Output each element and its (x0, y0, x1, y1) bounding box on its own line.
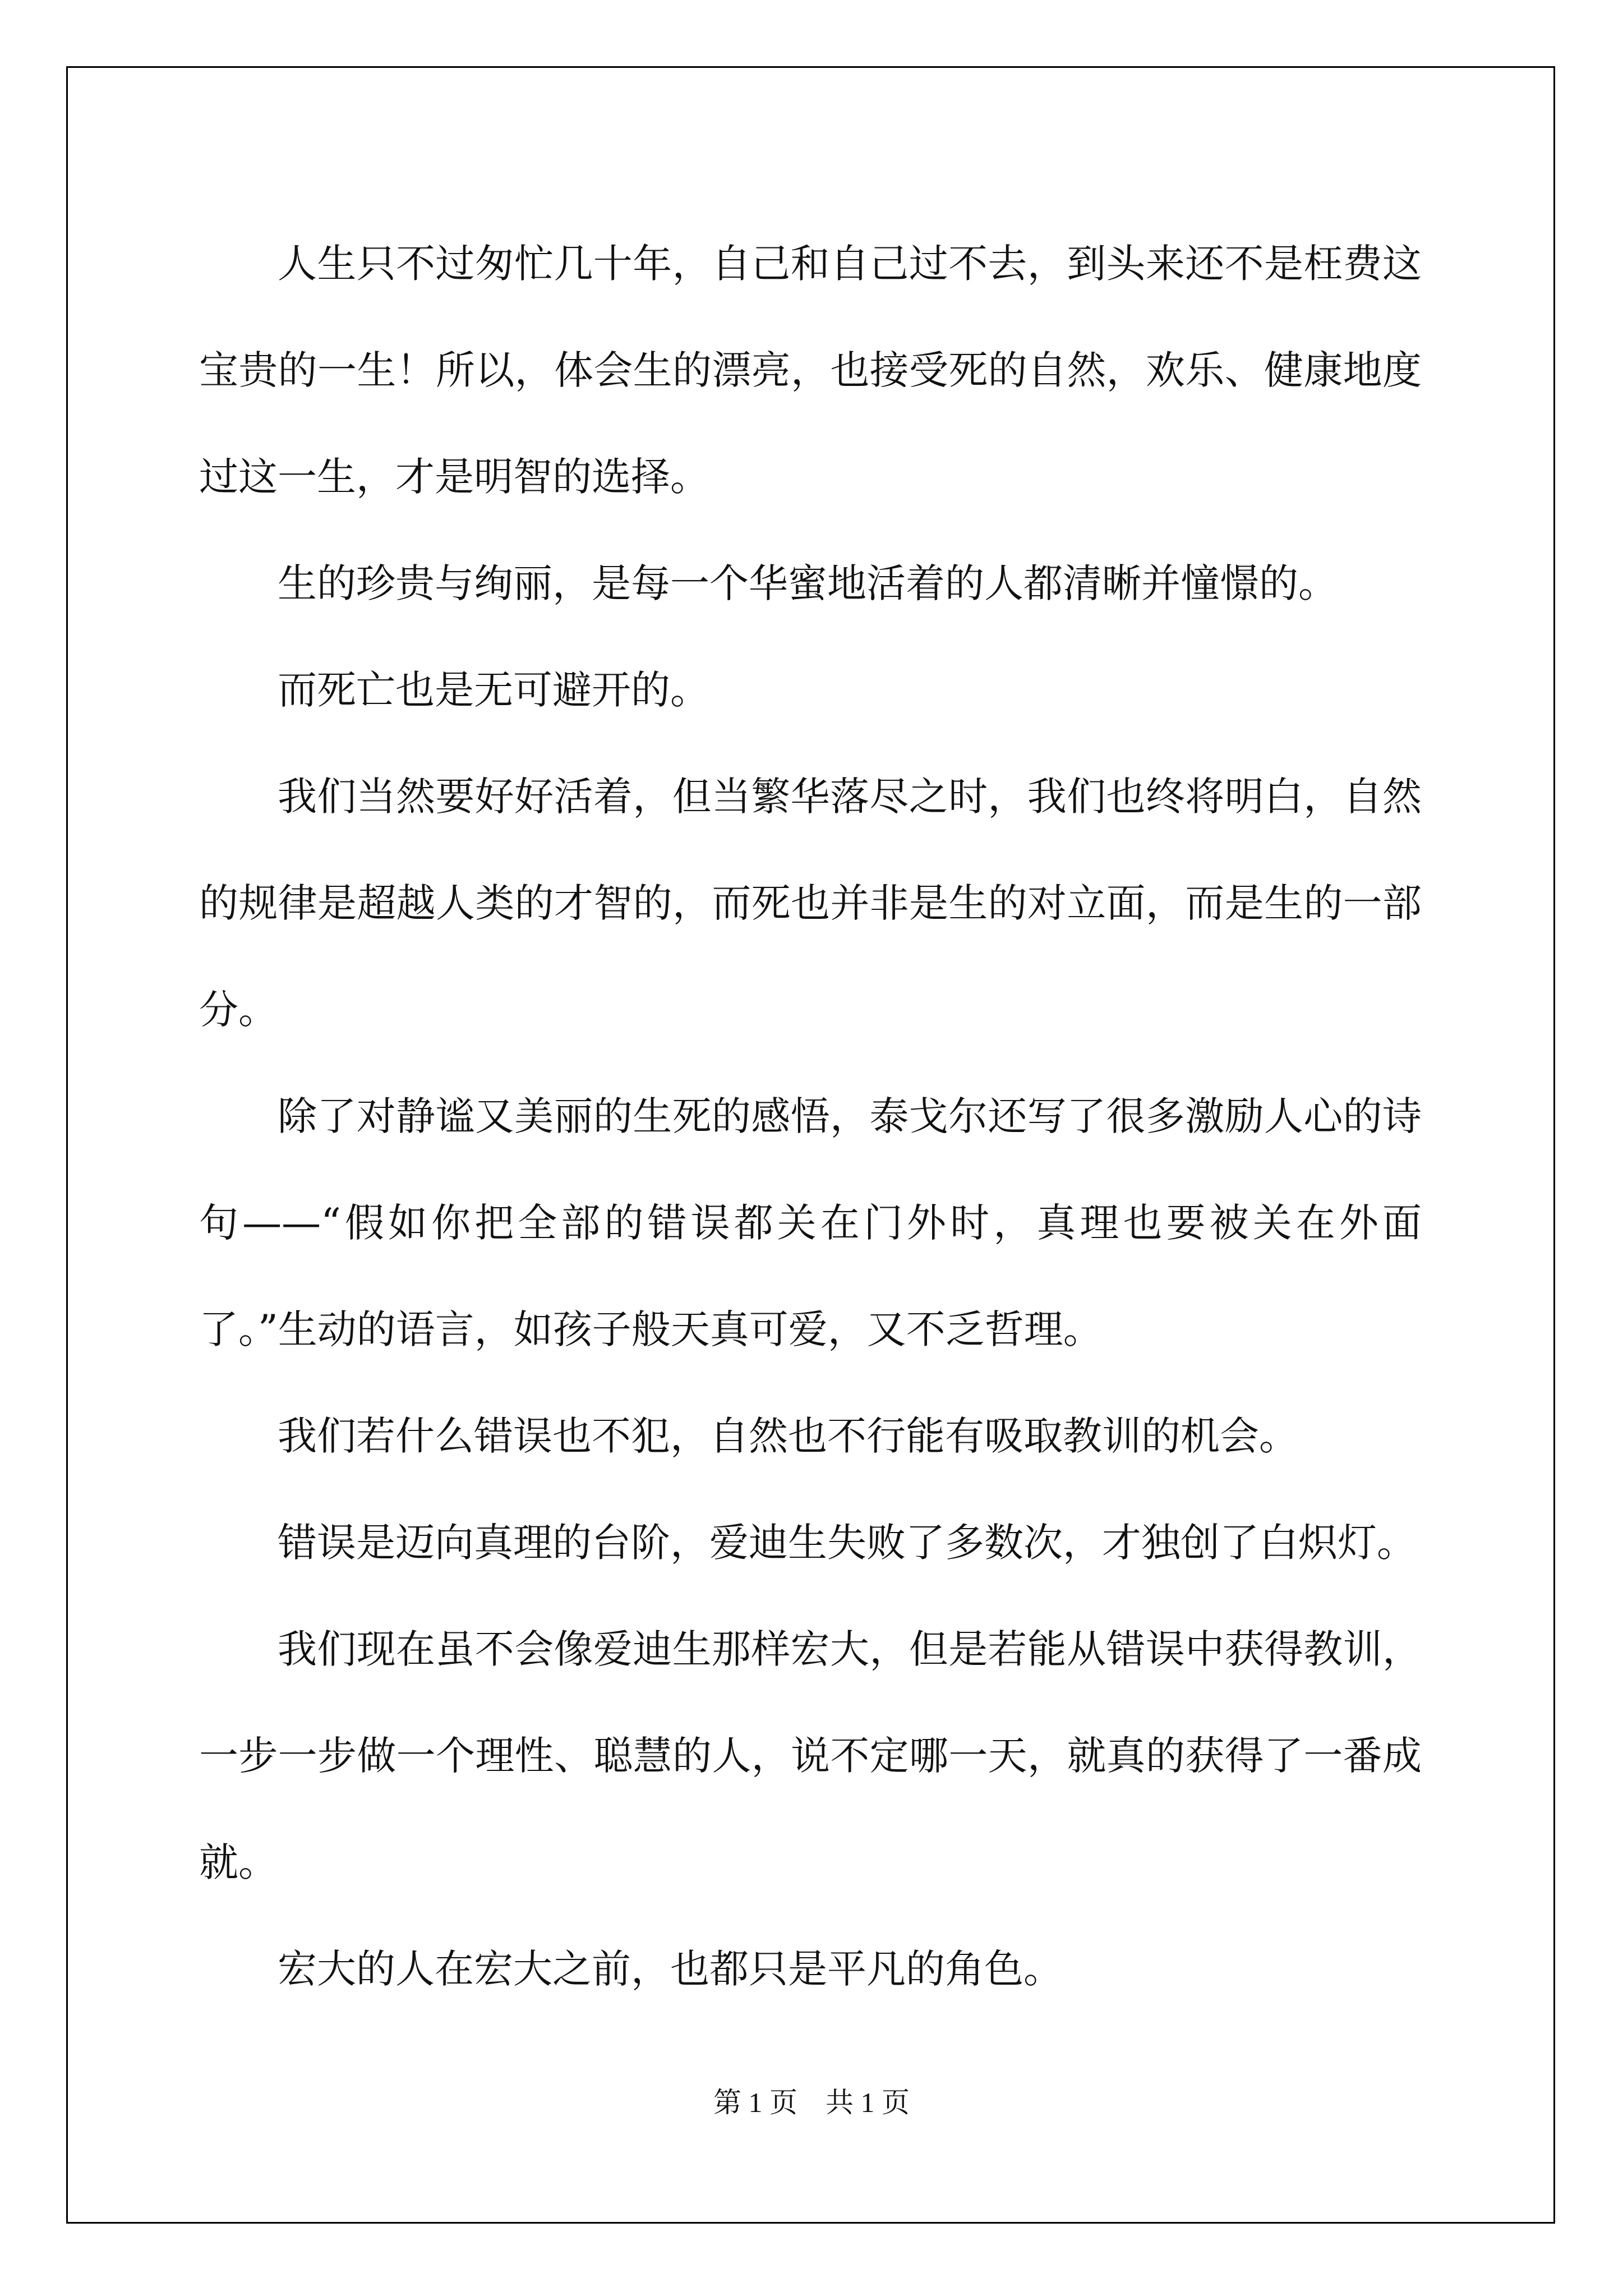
paragraph: 我们若什么错误也不犯，自然也不行能有吸取教训的机会。 (278, 1413, 1298, 1459)
paragraph: 宏大的人在宏大之前，也都只是平凡的角色。 (278, 1946, 1063, 1992)
document-body (199, 210, 1422, 2022)
paragraph: 我们当然要好好活着，但当繁华落尽之时，我们也终将明白，自然的规律是超越人类的才智的，而死也并非是生的对立面，而是生的一部分。 (199, 774, 1422, 1033)
paragraph: 人生只不过匆忙几十年，自己和自己过不去，到头来还不是枉费这宝贵的一生！所以，体会生的漂亮，也接受死的自然，欢乐、健康地度过这一生，才是明智的选择。 (199, 241, 1422, 500)
paragraph: 生的珍贵与绚丽，是每一个华蜜地活着的人都清晰并憧憬的。 (278, 560, 1338, 606)
paragraph: 我们现在虽不会像爱迪生那样宏大，但是若能从错误中获得教训，一步一步做一个理性、聪慧的人，说不定哪一天，就真的获得了一番成就。 (199, 1626, 1422, 1885)
paragraph: 错误是迈向真理的台阶，爱迪生失败了多数次，才独创了白炽灯。 (278, 1520, 1416, 1566)
page-number-footer: 第 1 页 共 1 页 (713, 2087, 910, 2118)
paragraph: 而死亡也是无可避开的。 (278, 667, 709, 713)
paragraph: 除了对静谧又美丽的生死的感悟，泰戈尔还写了很多激励人心的诗句——“假如你把全部的错误都关在门外时，真理也要被关在外面了。”生动的语言，如孩子般天真可爱，又不乏哲理。 (199, 1093, 1422, 1352)
